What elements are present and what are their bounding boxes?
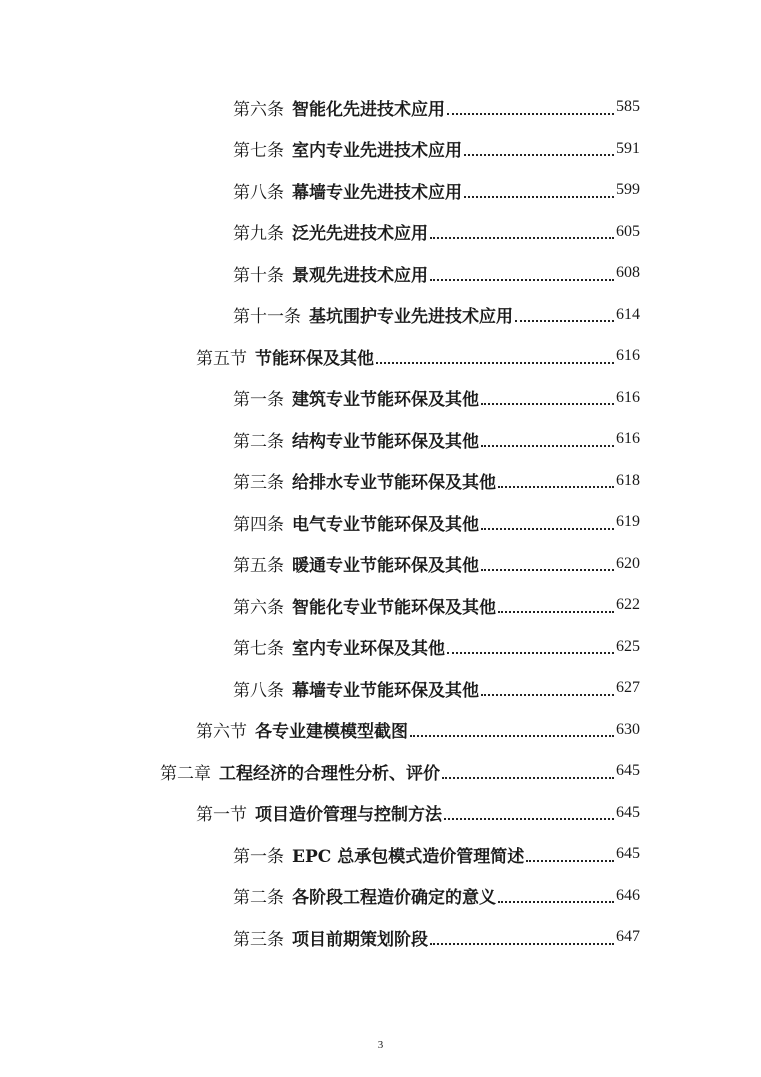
- toc-entry-number: 第十一条: [233, 307, 301, 327]
- toc-entry-number: 第六条: [233, 597, 284, 618]
- toc-entry[interactable]: [233, 878, 640, 914]
- dot-leader: [481, 677, 614, 696]
- toc-entry[interactable]: [233, 504, 640, 540]
- dot-leader: [481, 386, 614, 405]
- toc-entry-title: 暖通专业节能环保及其他: [292, 556, 479, 576]
- dot-leader: [444, 801, 614, 820]
- toc-entry[interactable]: [233, 463, 640, 499]
- toc-entry-page: 585: [616, 98, 640, 115]
- toc-entry-page: 627: [616, 679, 640, 696]
- toc-entry-page: 616: [616, 347, 640, 364]
- toc-entry[interactable]: [233, 297, 640, 333]
- dot-leader: [481, 552, 614, 571]
- toc-entry[interactable]: [233, 836, 640, 872]
- toc-entry-page: 614: [616, 305, 640, 323]
- toc-entry-title: 基坑围护专业先进技术应用: [309, 307, 513, 327]
- toc-entry-number: 第一条: [233, 846, 284, 867]
- toc-entry-title: 幕墙专业节能环保及其他: [292, 680, 479, 701]
- toc-entry-title: 工程经济的合理性分析、评价: [219, 763, 440, 784]
- toc-entry-title: 各阶段工程造价确定的意义: [292, 888, 496, 908]
- dot-leader: [526, 843, 614, 862]
- toc-entry-page: 616: [616, 430, 640, 447]
- dot-leader: [442, 760, 614, 779]
- toc-entry-title: 智能化先进技术应用: [292, 99, 445, 120]
- toc-entry-number: 第九条: [233, 224, 284, 244]
- dot-leader: [464, 137, 614, 156]
- toc-entry[interactable]: [233, 546, 640, 582]
- toc-entry[interactable]: [233, 587, 640, 623]
- toc-entry[interactable]: [233, 131, 640, 167]
- dot-leader: [430, 220, 614, 239]
- toc-entry-page: 605: [616, 222, 640, 240]
- dot-leader: [464, 179, 614, 198]
- dot-leader: [447, 96, 614, 115]
- toc-entry-number: 第一条: [233, 390, 284, 410]
- toc-entry[interactable]: [196, 795, 640, 831]
- dot-leader: [498, 884, 614, 903]
- toc-entry-number: 第一节: [196, 805, 247, 825]
- toc-entry-number: 第三条: [233, 473, 284, 493]
- toc-entry-title: 项目前期策划阶段: [292, 929, 428, 950]
- toc-entry-number: 第二条: [233, 431, 284, 452]
- toc-entry-page: 625: [616, 637, 640, 655]
- toc-entry-page: 645: [616, 845, 640, 862]
- toc-entry[interactable]: [233, 214, 640, 250]
- toc-entry-title: 建筑专业节能环保及其他: [292, 390, 479, 410]
- toc-entry-page: 620: [616, 554, 640, 572]
- toc-entry-title: 节能环保及其他: [255, 348, 374, 369]
- dot-leader: [410, 718, 614, 737]
- toc-entry-title: 项目造价管理与控制方法: [255, 805, 442, 825]
- toc-entry-page: 608: [616, 264, 640, 281]
- toc-entry-number: 第二章: [160, 763, 211, 784]
- toc-entry-number: 第六条: [233, 99, 284, 120]
- toc-entry-page: 599: [616, 181, 640, 198]
- toc-entry-title: 给排水专业节能环保及其他: [292, 473, 496, 493]
- toc-entry-number: 第八条: [233, 182, 284, 203]
- toc-entry[interactable]: [233, 255, 640, 291]
- toc-entry-title: 智能化专业节能环保及其他: [292, 597, 496, 618]
- toc-entry-title: 幕墙专业先进技术应用: [292, 182, 462, 203]
- toc-entry-page: 646: [616, 886, 640, 904]
- dot-leader: [481, 511, 614, 530]
- toc-entry-title: 室内专业先进技术应用: [292, 141, 462, 161]
- dot-leader: [498, 594, 614, 613]
- toc-entry-number: 第五节: [196, 348, 247, 369]
- toc-entry[interactable]: [233, 421, 640, 457]
- toc-entry[interactable]: [233, 380, 640, 416]
- toc-entry[interactable]: [233, 670, 640, 706]
- toc-entry-page: 618: [616, 471, 640, 489]
- toc-entry-number: 第五条: [233, 556, 284, 576]
- toc-entry-number: 第三条: [233, 929, 284, 950]
- toc-entry-number: 第七条: [233, 141, 284, 161]
- dot-leader: [498, 469, 614, 488]
- toc-entry-page: 645: [616, 762, 640, 779]
- dot-leader: [515, 303, 614, 322]
- toc-entry[interactable]: [160, 753, 640, 789]
- toc-entry-title: 室内专业环保及其他: [292, 639, 445, 659]
- dot-leader: [376, 345, 614, 364]
- toc-entry-page: 591: [616, 139, 640, 157]
- toc-entry-title: 电气专业节能环保及其他: [292, 514, 479, 535]
- dot-leader: [447, 635, 614, 654]
- toc-entry-number: 第六节: [196, 722, 247, 742]
- dot-leader: [430, 262, 614, 281]
- page-number: 3: [377, 1039, 384, 1051]
- dot-leader: [430, 926, 614, 945]
- toc-entry-title: 景观先进技术应用: [292, 265, 428, 286]
- toc-entry-page: 622: [616, 596, 640, 613]
- toc-entry[interactable]: [196, 338, 640, 374]
- toc-entry[interactable]: [233, 629, 640, 665]
- toc-entry-title: 各专业建模模型截图: [255, 722, 408, 742]
- toc-entry-number: 第十条: [233, 265, 284, 286]
- toc-entry[interactable]: [233, 89, 640, 125]
- toc-entry-title: EPC 总承包模式造价管理简述: [292, 846, 525, 867]
- toc-entry-page: 630: [616, 720, 640, 738]
- toc-entry-number: 第四条: [233, 514, 284, 535]
- toc-entry-number: 第七条: [233, 639, 284, 659]
- dot-leader: [481, 428, 614, 447]
- toc-entry-page: 647: [616, 928, 640, 945]
- toc-entry-title: 结构专业节能环保及其他: [292, 431, 479, 452]
- toc-entry-title: 泛光先进技术应用: [292, 224, 428, 244]
- toc-entry[interactable]: [233, 172, 640, 208]
- toc-entry-page: 645: [616, 803, 640, 821]
- toc-entry[interactable]: [233, 919, 640, 955]
- toc-entry-page: 616: [616, 388, 640, 406]
- toc-entry-page: 619: [616, 513, 640, 530]
- toc-entry-number: 第八条: [233, 680, 284, 701]
- toc-entry[interactable]: [196, 712, 640, 748]
- toc-entry-number: 第二条: [233, 888, 284, 908]
